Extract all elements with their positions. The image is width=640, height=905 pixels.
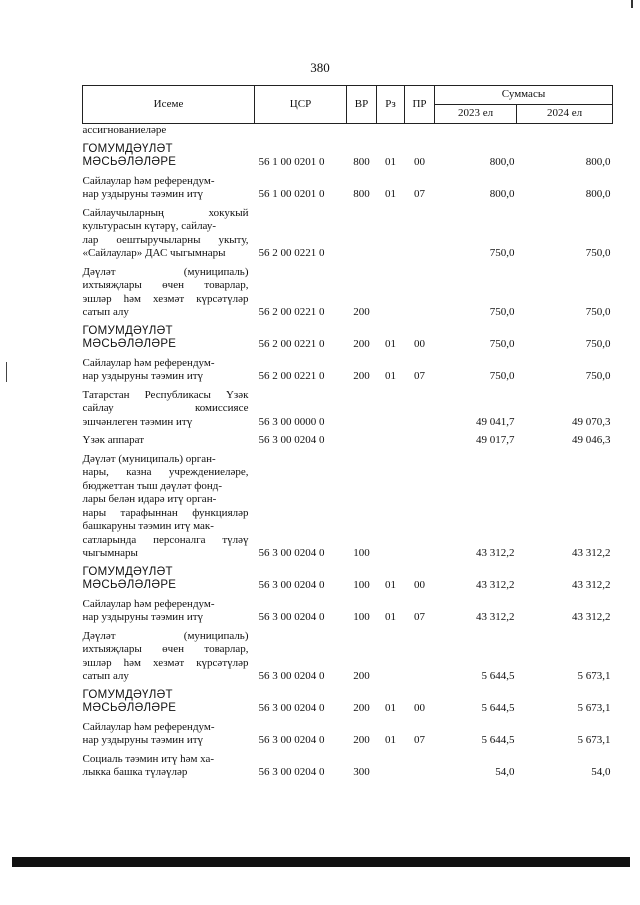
row-vr: [347, 124, 377, 140]
row-csr: 56 3 00 0204 0: [258, 702, 325, 714]
row-amount-2023: 750,0: [489, 370, 515, 382]
row-name: [83, 595, 255, 627]
table-row: [83, 124, 613, 140]
row-pr: 07: [414, 611, 425, 623]
row-name-line: ГОМУМДӘҮЛӘТ: [82, 565, 173, 578]
row-amount-2024: 54,0: [591, 766, 611, 778]
row-amount-2023: 49 041,7: [476, 415, 515, 428]
row-name: [83, 204, 255, 263]
row-pr: 00: [414, 338, 425, 350]
row-name-line: «Сайлаулар» ДАС чыгымнары: [82, 247, 226, 259]
row-vr: 200: [353, 702, 370, 714]
row-name-line: Үзәк аппарат: [82, 434, 145, 446]
row-pr: [405, 386, 435, 432]
row-amount-2023: 5 644,5: [481, 670, 515, 682]
row-name: [83, 172, 255, 204]
row-name: [83, 686, 255, 718]
row-name-line: эшчәнлеген тәэмин итү: [82, 415, 193, 428]
row-csr: 56 3 00 0204 0: [258, 547, 325, 559]
row-amount-2024: 750,0: [585, 306, 611, 318]
row-amount-2024: 49 046,3: [572, 434, 611, 446]
row-pr: 07: [414, 370, 425, 382]
row-amount-2024: 5 673,1: [577, 702, 611, 714]
header-vr: ВР: [347, 86, 377, 124]
table-row: [83, 686, 613, 718]
row-pr: 07: [414, 188, 425, 200]
row-name-line: бюджеттан тыш дәүләт фонд-: [82, 479, 223, 492]
row-vr: 100: [353, 579, 370, 591]
table-row: [83, 450, 613, 563]
row-csr: 56 3 00 0204 0: [258, 579, 325, 591]
row-amount-2024: 750,0: [585, 247, 611, 259]
table-row: [83, 140, 613, 172]
row-name-line: ГОМУМДӘҮЛӘТ: [82, 688, 173, 701]
row-name: [83, 627, 255, 686]
row-vr: [347, 204, 377, 263]
row-vr: 200: [353, 338, 370, 350]
row-amount-2023: 750,0: [489, 247, 515, 259]
row-rz: [377, 450, 405, 563]
row-name-line: Социаль тәэмин итү һәм ха-: [82, 752, 215, 765]
row-vr: 800: [353, 188, 370, 200]
row-rz: 01: [385, 734, 396, 746]
page-number: 380: [310, 60, 330, 75]
row-name-line: Дәүләт (муниципаль): [82, 629, 249, 642]
row-name: [83, 124, 255, 140]
table-row: [83, 718, 613, 750]
budget-table: [82, 85, 613, 782]
row-name-line: ассигнованиеләре: [82, 124, 167, 136]
row-vr: 200: [353, 670, 370, 682]
row-rz: 01: [385, 188, 396, 200]
row-amount-2024: 800,0: [585, 188, 611, 200]
row-rz: [377, 124, 405, 140]
row-rz: 01: [385, 338, 396, 350]
row-name-line: МӘСЬӘЛӘЛӘРЕ: [82, 156, 177, 168]
row-vr: 800: [353, 156, 370, 168]
header-sums: Суммасы: [435, 86, 613, 105]
row-name-line: сатларында персоналга түләү: [82, 533, 249, 546]
table-row: [83, 595, 613, 627]
row-name-line: ихтыяҗлары өчен товарлар,: [82, 643, 249, 655]
row-name-line: нар уздыруны тәэмин итү: [82, 611, 204, 623]
row-name: [83, 718, 255, 750]
row-name-line: эшләр һәм хезмәт күрсәтүләр: [82, 656, 249, 669]
row-csr: [255, 124, 347, 140]
table-row: [83, 431, 613, 450]
row-name-line: нары, казна учреждениеләре,: [82, 466, 249, 478]
row-name-line: нары тарафыннан функцияләр: [82, 506, 249, 519]
row-name: [83, 140, 255, 172]
row-name: [83, 354, 255, 386]
row-csr: 56 2 00 0221 0: [258, 306, 325, 318]
row-name-line: лыкка башка түләүләр: [82, 766, 188, 778]
row-pr: [405, 750, 435, 782]
row-name-line: ГОМУМДӘҮЛӘТ: [82, 142, 173, 155]
row-amount-2023: 750,0: [489, 338, 515, 350]
row-csr: 56 2 00 0221 0: [258, 370, 325, 382]
row-pr: [405, 431, 435, 450]
row-amount-2024: 49 070,3: [572, 415, 611, 428]
row-pr: 07: [414, 734, 425, 746]
row-pr: [405, 263, 435, 322]
row-name-line: эшләр һәм хезмәт күрсәтүләр: [82, 292, 249, 305]
row-amount-2023: 43 312,2: [476, 547, 515, 559]
row-name: [83, 750, 255, 782]
row-pr: 00: [414, 579, 425, 591]
row-rz: [377, 627, 405, 686]
row-name: [83, 563, 255, 595]
row-name-line: ихтыяҗлары өчен товарлар,: [82, 279, 249, 291]
row-csr: 56 3 00 0204 0: [258, 734, 325, 746]
row-amount-2023: 5 644,5: [481, 734, 515, 746]
row-name-line: сатып алу: [82, 670, 129, 682]
scan-margin-mark: [6, 362, 7, 382]
row-amount-2024: 43 312,2: [572, 547, 611, 559]
row-rz: 01: [385, 579, 396, 591]
row-name-line: Сайлаулар һәм референдум-: [82, 720, 215, 733]
row-vr: [347, 386, 377, 432]
table-row: [83, 172, 613, 204]
row-name-line: сатып алу: [82, 306, 129, 318]
row-amount-2024: 750,0: [585, 338, 611, 350]
row-amount-2023: 800,0: [489, 188, 515, 200]
row-rz: [377, 204, 405, 263]
row-rz: [377, 431, 405, 450]
row-csr: 56 1 00 0201 0: [258, 188, 325, 200]
scan-bottom-bar: [12, 857, 630, 867]
row-amount-2023: 800,0: [489, 156, 515, 168]
row-pr: [405, 124, 435, 140]
row-name-line: нар уздыруны тәэмин итү: [82, 734, 204, 746]
row-name-line: Сайлаулар һәм референдум-: [82, 356, 215, 369]
row-amount-2024: 750,0: [585, 370, 611, 382]
row-pr: 00: [414, 702, 425, 714]
row-name-line: Дәүләт (муниципаль) орган-: [82, 452, 216, 465]
row-vr: 200: [353, 370, 370, 382]
row-amount-2023: 750,0: [489, 306, 515, 318]
table-row: [83, 263, 613, 322]
row-amount-2023: 49 017,7: [476, 434, 515, 446]
row-rz: 01: [385, 156, 396, 168]
row-rz: 01: [385, 611, 396, 623]
row-name-line: лар оештыручыларны укыту,: [82, 233, 249, 246]
row-amount-2023: 43 312,2: [476, 579, 515, 591]
row-name: [83, 322, 255, 354]
row-name-line: МӘСЬӘЛӘЛӘРЕ: [82, 338, 177, 350]
table-body: [83, 124, 613, 782]
row-name-line: Дәүләт (муниципаль): [82, 265, 249, 278]
row-name: [83, 386, 255, 432]
row-amount-2023: 43 312,2: [476, 611, 515, 623]
row-csr: 56 3 00 0000 0: [258, 415, 325, 428]
header-csr: ЦСР: [255, 86, 347, 124]
row-name-line: нар уздыруны тәэмин итү: [82, 370, 204, 382]
row-csr: 56 3 00 0204 0: [258, 766, 325, 778]
row-csr: 56 3 00 0204 0: [258, 611, 325, 623]
row-vr: 300: [353, 766, 370, 778]
header-2023: 2023 ел: [435, 105, 517, 124]
row-vr: 200: [353, 734, 370, 746]
row-name-line: Татарстан Республикасы Үзәк: [82, 388, 249, 401]
row-name: [83, 431, 255, 450]
row-amount-2023: [435, 124, 517, 140]
header-name: Исеме: [83, 86, 255, 124]
row-pr: [405, 204, 435, 263]
header-rz: Рз: [377, 86, 405, 124]
row-name-line: сайлау комиссиясе: [82, 402, 249, 414]
table-row: [83, 204, 613, 263]
row-amount-2024: [517, 124, 613, 140]
table-row: [83, 354, 613, 386]
header-2024: 2024 ел: [517, 105, 613, 124]
scan-edge-mark: [631, 0, 633, 8]
row-rz: [377, 263, 405, 322]
row-name-line: МӘСЬӘЛӘЛӘРЕ: [82, 702, 177, 714]
row-amount-2023: 5 644,5: [481, 702, 515, 714]
row-vr: 100: [353, 611, 370, 623]
table-row: [83, 322, 613, 354]
row-name-line: лары белән идарә итү орган-: [82, 493, 217, 505]
row-name: [83, 263, 255, 322]
row-rz: 01: [385, 702, 396, 714]
table-row: [83, 563, 613, 595]
row-pr: [405, 450, 435, 563]
row-name-line: нар уздыруны тәэмин итү: [82, 188, 204, 200]
table-row: [83, 750, 613, 782]
row-name-line: Сайлаучыларның хокукый: [82, 206, 249, 219]
row-amount-2024: 5 673,1: [577, 670, 611, 682]
row-name-line: башкаруны тәэмин итү мак-: [82, 520, 214, 532]
row-name-line: чыгымнары: [82, 547, 138, 559]
row-rz: [377, 386, 405, 432]
row-pr: [405, 627, 435, 686]
row-pr: 00: [414, 156, 425, 168]
row-amount-2024: 5 673,1: [577, 734, 611, 746]
row-vr: 200: [353, 306, 370, 318]
row-amount-2024: 800,0: [585, 156, 611, 168]
row-rz: 01: [385, 370, 396, 382]
row-amount-2023: 54,0: [495, 766, 515, 778]
row-name-line: ГОМУМДӘҮЛӘТ: [82, 324, 173, 337]
row-vr: [347, 431, 377, 450]
row-name-line: Сайлаулар һәм референдум-: [82, 174, 215, 187]
table-row: [83, 627, 613, 686]
row-name: [83, 450, 255, 563]
row-name-line: Сайлаулар һәм референдум-: [82, 597, 215, 610]
table-row: [83, 386, 613, 432]
row-csr: 56 2 00 0221 0: [258, 247, 325, 259]
row-amount-2024: 43 312,2: [572, 611, 611, 623]
header-pr: ПР: [405, 86, 435, 124]
row-csr: 56 2 00 0221 0: [258, 338, 325, 350]
row-name-line: МӘСЬӘЛӘЛӘРЕ: [82, 579, 177, 591]
row-csr: 56 3 00 0204 0: [258, 434, 325, 446]
row-amount-2024: 43 312,2: [572, 579, 611, 591]
row-csr: 56 3 00 0204 0: [258, 670, 325, 682]
row-vr: 100: [353, 547, 370, 559]
row-csr: 56 1 00 0201 0: [258, 156, 325, 168]
row-name-line: культурасын күтәрү, сайлау-: [82, 220, 217, 232]
row-rz: [377, 750, 405, 782]
